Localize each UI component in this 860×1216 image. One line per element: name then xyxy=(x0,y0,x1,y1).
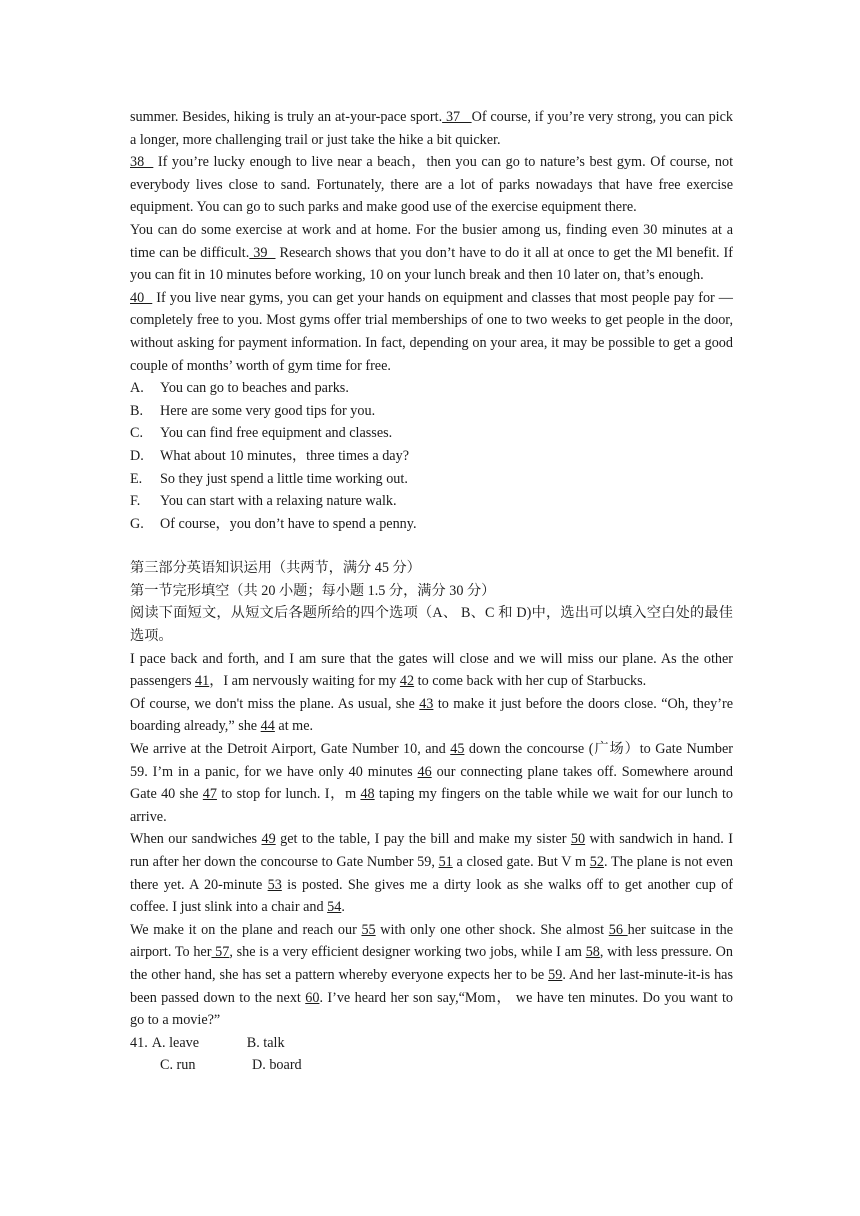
text: You can do some exercise at work and at home. For the busier among us, finding even 30 minutes at a time can be difficult. xyxy=(130,221,733,261)
option-d: D. What about 10 minutes，three times a day? xyxy=(130,447,409,464)
blank-57: 57 xyxy=(211,944,230,961)
choice-b: B. talk xyxy=(246,1034,285,1051)
blank-58: 58 xyxy=(585,944,600,961)
cloze-paragraph-2: Of course, we don't miss the plane. As usual, she 43 to make it just before the doors close. “Oh, they’re boarding already,” she 44 at me. xyxy=(130,695,733,735)
blank-47: 47 xyxy=(202,786,217,803)
option-f: F. You can start with a relaxing nature walk. xyxy=(130,493,397,510)
blank-50: 50 xyxy=(570,831,586,848)
blank-60: 60 xyxy=(305,989,320,1006)
blank-39: 39 xyxy=(249,244,276,261)
blank-52: 52 xyxy=(589,854,604,870)
blank-49: 49 xyxy=(261,831,276,848)
cloze-paragraph-5: We make it on the plane and reach our 55 with only one other shock. She almost 56 her suitcase in the airport. To her 57, she is a very efficient designer working two jobs, while I am 58, with less pressure. On the other hand, she has set a pattern whereby everyone expects her to be 59. And her last-minute-it-is has been passed down to the next 60. I’ve heard her son say,“Mom， we have ten minutes. Do you want to go to a movie?” xyxy=(130,921,733,1029)
text: If you live near gyms, you can get your hands on equipment and classes that most people pay for — completely free to you. Most gyms offer trial memberships of one to two weeks to get people in the door, without asking for payment information. In fact, depending on your area, it may be possible to get a good couple of months’ worth of gym time for free. xyxy=(130,289,733,374)
option-a: A. You can go to beaches and parks. xyxy=(130,380,349,397)
choice-a: A. leave xyxy=(151,1034,200,1051)
blank-41: 41 xyxy=(195,673,210,690)
blank-46: 46 xyxy=(417,763,432,780)
cloze-paragraph-3: We arrive at the Detroit Airport, Gate Number 10, and 45 down the concourse (广场）to Gate Number 59. I’m in a panic, for we have only 40 minutes 46 our connecting plane takes off. Somewhere around Gate 40 she 47 to stop for lunch. I，m 48 taping my fingers on the table while we wait for our lunch to arrive. xyxy=(130,741,733,825)
option-g: G. Of course，you don’t have to spend a penny. xyxy=(130,515,417,532)
blank-38: 38 xyxy=(130,154,154,171)
blank-56: 56 xyxy=(608,921,628,938)
text: If you’re lucky enough to live near a beach，then you can go to nature’s best gym. Of course, not everybody lives close to sand. Fortunately, there are a lot of parks nowadays that have free exercise equipment. You can go to such parks and make good use of the exercise equipment there. xyxy=(130,154,734,216)
blank-44: 44 xyxy=(260,718,275,735)
text: Research shows that you don’t have to do it all at once to get the Ml benefit. If you can fit in 10 minutes before working, 10 on your lunch break and then 10 later on, that’s enough. xyxy=(130,244,733,284)
choice-c: C. run xyxy=(160,1057,196,1074)
blank-53: 53 xyxy=(267,876,282,893)
passage1-paragraph-4 xyxy=(130,287,733,377)
choice-d: D. board xyxy=(252,1057,302,1074)
blank-59: 59 xyxy=(548,966,563,983)
question-41-row-1: 41. A. leave B. talk xyxy=(130,1032,733,1055)
option-c: C. You can find free equipment and classes. xyxy=(130,425,393,442)
cloze-paragraph-4: When our sandwiches 49 get to the table, I pay the bill and make my sister 50 with sandwich in hand. I run after her down the concourse to Gate Number 59, 51 a closed gate. But V m 52. The plane is not even there yet. A 20-minute 53 is posted. She gives me a dirty look as she walks off to get another cup of coffee. I just slink into a chair and 54. xyxy=(130,831,733,916)
blank-42: 42 xyxy=(399,673,415,690)
blank-54: 54 xyxy=(327,899,342,916)
question-41-row-2 xyxy=(130,1054,733,1077)
blank-37: 37 xyxy=(442,109,472,125)
blank-48: 48 xyxy=(360,786,375,803)
section-heading: 第三部分英语知识运用（共两节，满分 45 分） xyxy=(130,560,421,577)
passage1-paragraph-2 xyxy=(130,151,733,219)
text: summer. Besides, hiking is truly an at-your-pace sport. xyxy=(130,109,443,125)
section-subheading: 第一节完形填空（共 20 小题；每小题 1.5 分，满分 30 分） xyxy=(130,582,496,599)
blank-45: 45 xyxy=(450,741,465,758)
options-list xyxy=(130,377,733,535)
blank-55: 55 xyxy=(361,921,376,938)
blank-40: 40 xyxy=(130,289,153,306)
spacer xyxy=(130,535,733,557)
option-e: E. So they just spend a little time working out. xyxy=(130,470,408,487)
passage1-paragraph-1 xyxy=(130,106,733,151)
blank-51: 51 xyxy=(438,854,453,870)
option-b: B. Here are some very good tips for you. xyxy=(130,402,376,419)
document-page xyxy=(130,106,733,1077)
section-instruction: 阅读下面短文，从短文后各题所给的四个选项（A、 B、C 和 D)中，选出可以填入空白处的最佳选项。 xyxy=(130,605,733,645)
cloze-paragraph-1: I pace back and forth, and I am sure that the gates will close and we will miss our plane. As the other passengers 41，I am nervously waiting for my 42 to come back with her cup of Starbucks. xyxy=(130,650,733,690)
blank-43: 43 xyxy=(419,695,434,712)
question-41 xyxy=(130,1032,733,1077)
text: Of course, if you’re very strong, you can pick a longer, more challenging trail or just take the hike a bit quicker. xyxy=(130,109,734,148)
passage1-paragraph-3 xyxy=(130,219,733,287)
